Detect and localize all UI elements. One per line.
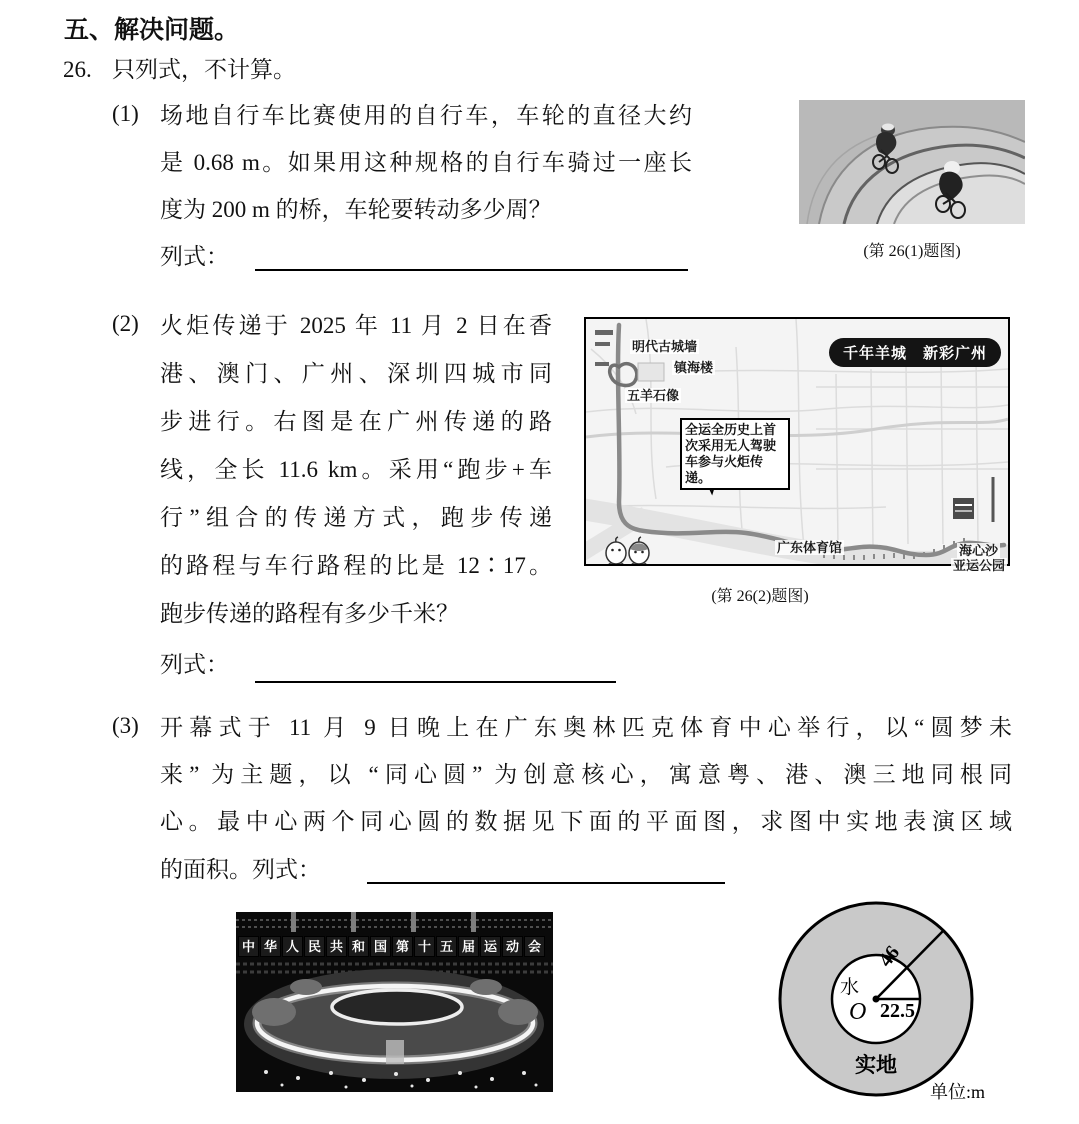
outer-radius-value: 46 [874,941,905,972]
sub1-line-1: 场地自行车比赛使用的自行车，车轮的直径大约 [160,103,692,128]
map-callout-line-3: 车参与火炬传递。 [685,454,764,485]
sub2-line-7: 跑步传递的路程有多少千米？ [160,601,459,626]
ceremony-banner-char: 会 [525,937,544,956]
sub2-line-3: 步进行。右图是在广州传递的路 [160,409,552,434]
sub3-marker: (3) [112,713,139,738]
map-label-statue: 五羊石像 [627,388,680,403]
sub1-figure-caption: (第 26(1)题图) [863,243,961,260]
sub1-line-3: 度为 200 m 的桥，车轮要转动多少周？ [160,197,552,222]
velodrome-illustration [799,100,1025,224]
ceremony-banner-char: 华 [261,937,280,956]
concentric-circles-diagram [766,894,1016,1112]
ring-area-label: 实地 [855,1054,897,1077]
sub3-line-3: 心。最中心两个同心圆的数据见下面的平面图，求图中实地表演区域 [160,809,1012,834]
ceremony-banner-char: 运 [481,937,500,956]
map-callout-line-2: 次采用无人驾驶 [685,438,777,453]
unit-label: 单位:m [930,1082,986,1102]
ceremony-banner-char: 民 [305,937,324,956]
sub2-line-6: 的路程与车行路程的比是 12∶17。 [160,553,552,578]
sub1-answer-blank [255,269,688,271]
ceremony-banner-char: 和 [349,937,368,956]
map-label-gym: 广东体育馆 [777,540,843,555]
center-dot [873,996,880,1003]
sub3-answer-blank [367,882,725,884]
sub1-line-2: 是 0.68 m。如果用这种规格的自行车骑过一座长 [160,150,692,175]
ceremony-banner-char: 国 [371,937,390,956]
sub2-line-1: 火炬传递于 2025 年 11 月 2 日在香 [160,313,552,338]
sub2-marker: (2) [112,311,139,336]
sub2-line-4: 线，全长 11.6 km。采用“跑步+车 [160,457,552,482]
sub2-line-2: 港、澳门、广州、深圳四城市同 [160,361,552,386]
ceremony-banner-char: 人 [283,937,302,956]
sub1-lieshi-label: 列式： [160,244,229,269]
inner-radius-value: 22.5 [880,1000,915,1022]
ceremony-banner-char: 中 [239,937,258,956]
torch-route-map [584,317,1010,573]
sub2-answer-blank [255,681,616,683]
ceremony-photo [236,912,553,1092]
map-label-yayun-park: 亚运公园 [953,558,1006,573]
sub1-marker: (1) [112,101,139,126]
city-wall-loop [610,364,637,386]
map-label-tower: 镇海楼 [674,360,714,375]
ceremony-banner-row [239,937,553,956]
ceremony-banner-char: 十 [415,937,434,956]
problem-instruction: 只列式，不计算。 [112,57,296,82]
section-title: 五、解决问题。 [64,16,240,44]
ceremony-banner-char: 第 [393,937,412,956]
map-sign [953,498,974,519]
inner-ring-lights [332,990,462,1024]
ceremony-banner-char: 共 [327,937,346,956]
center-label: O [849,999,867,1025]
ceremony-banner-char: 五 [437,937,456,956]
sub2-figure-caption: (第 26(2)题图) [711,588,809,605]
sub2-line-5: 行”组合的传递方式，跑步传递 [160,505,552,530]
map-callout [680,418,790,490]
map-label-wall: 明代古城墙 [632,339,698,354]
velodrome-photo [799,100,1025,224]
map-label-haixinsha: 海心沙 [959,543,999,558]
ceremony-banner-char: 动 [503,937,522,956]
ceremony-banner-char: 届 [459,937,478,956]
sub2-lieshi-label: 列式： [160,652,229,677]
sub3-lieshi-label: 的面积。列式： [160,857,321,882]
sub3-line-1: 开幕式于 11 月 9 日晚上在广东奥林匹克体育中心举行，以“圆梦未 [160,715,1012,740]
sub3-line-2: 来” 为主题，以 “同心圆” 为创意核心，寓意粤、港、澳三地同根同 [160,762,1012,787]
problem-number: 26. [63,57,92,82]
water-label: 水 [840,977,860,998]
map-title-banner: 千年羊城 新彩广州 [829,338,1001,367]
map-callout-line-1: 全运全历史上首 [685,422,777,437]
